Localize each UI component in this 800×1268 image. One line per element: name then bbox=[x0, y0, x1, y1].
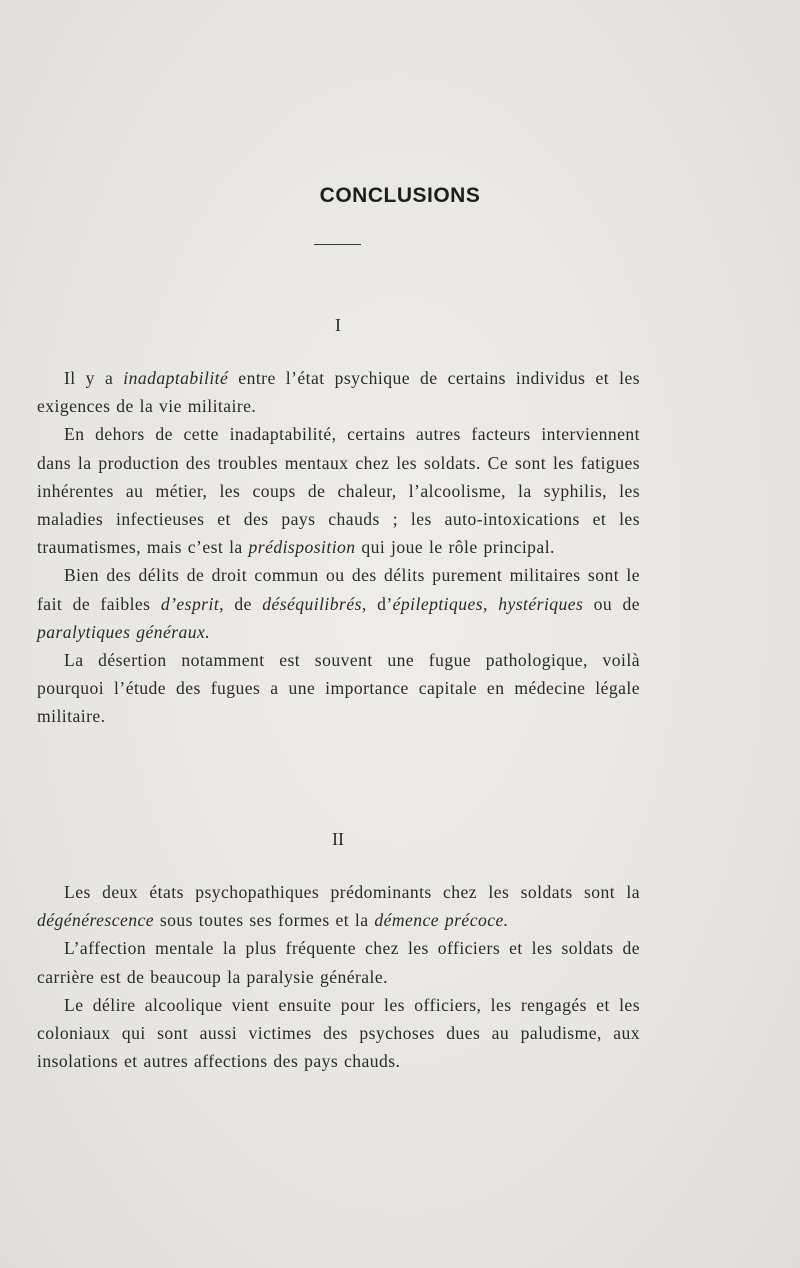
section-numeral-2: II bbox=[332, 829, 344, 849]
title-rule bbox=[314, 244, 361, 245]
text-run: entre l’état psychique de certains individus et les exigences de la vie militaire. bbox=[37, 368, 640, 417]
italic-text: dégénérescence bbox=[37, 910, 154, 931]
paragraph bbox=[37, 991, 640, 1076]
section-1-text bbox=[37, 364, 640, 731]
text-run: sous toutes ses formes et la bbox=[154, 910, 375, 931]
italic-text: déséquilibrés, bbox=[262, 593, 367, 614]
text-run: d’ bbox=[366, 593, 393, 614]
text-run: Le délire alcoolique vient ensuite pour les officiers, les rengagés et les coloniaux qui sont aussi victimes des psychoses dues au paludisme, aux insolations et autres affections des pays chauds. bbox=[37, 994, 640, 1072]
paragraph bbox=[37, 364, 640, 420]
paragraph bbox=[37, 561, 640, 646]
paragraph bbox=[37, 878, 640, 934]
paragraph bbox=[37, 420, 640, 561]
paragraph bbox=[37, 934, 640, 990]
italic-text: démence précoce. bbox=[374, 910, 509, 931]
text-run: qui joue le rôle principal. bbox=[355, 537, 555, 558]
page-title: CONCLUSIONS bbox=[319, 184, 481, 207]
text-run: Bien des délits de droit commun ou des délits purement militaires sont le fait de faibles bbox=[37, 565, 640, 614]
italic-text: épileptiques, hystériques bbox=[392, 593, 584, 614]
text-run: Il y a bbox=[64, 368, 124, 388]
italic-text: paralytiques généraux. bbox=[37, 621, 211, 642]
text-run: de bbox=[224, 593, 263, 614]
italic-text: prédisposition bbox=[248, 537, 356, 558]
section-2-text bbox=[37, 878, 640, 1075]
text-run: La désertion notamment est souvent une fugue pathologique, voilà pourquoi l’étude des fugues a une importance capitale en médecine légale militaire. bbox=[37, 650, 640, 727]
text-run: En dehors de cette inadaptabilité, certains autres facteurs interviennent dans la production des troubles mentaux chez les soldats. Ce sont les fatigues inhérentes au métier, les coups de chaleur, l’alcoolisme, la syphilis, les maladies infectieuses et des pays chauds ; les auto-intoxications et les traumatismes, mais c’est la bbox=[37, 424, 640, 558]
text-run: L’affection mentale la plus fréquente chez les officiers et les soldats de carrière est de beaucoup la paralysie générale. bbox=[37, 938, 640, 987]
paragraph bbox=[37, 646, 640, 731]
text-run: Les deux états psychopathiques prédominants chez les soldats sont la bbox=[64, 882, 640, 902]
text-run: ou de bbox=[583, 593, 641, 614]
italic-text: inadaptabilité bbox=[123, 368, 229, 388]
italic-text: d’esprit, bbox=[160, 593, 225, 614]
section-numeral-1: I bbox=[335, 315, 341, 335]
